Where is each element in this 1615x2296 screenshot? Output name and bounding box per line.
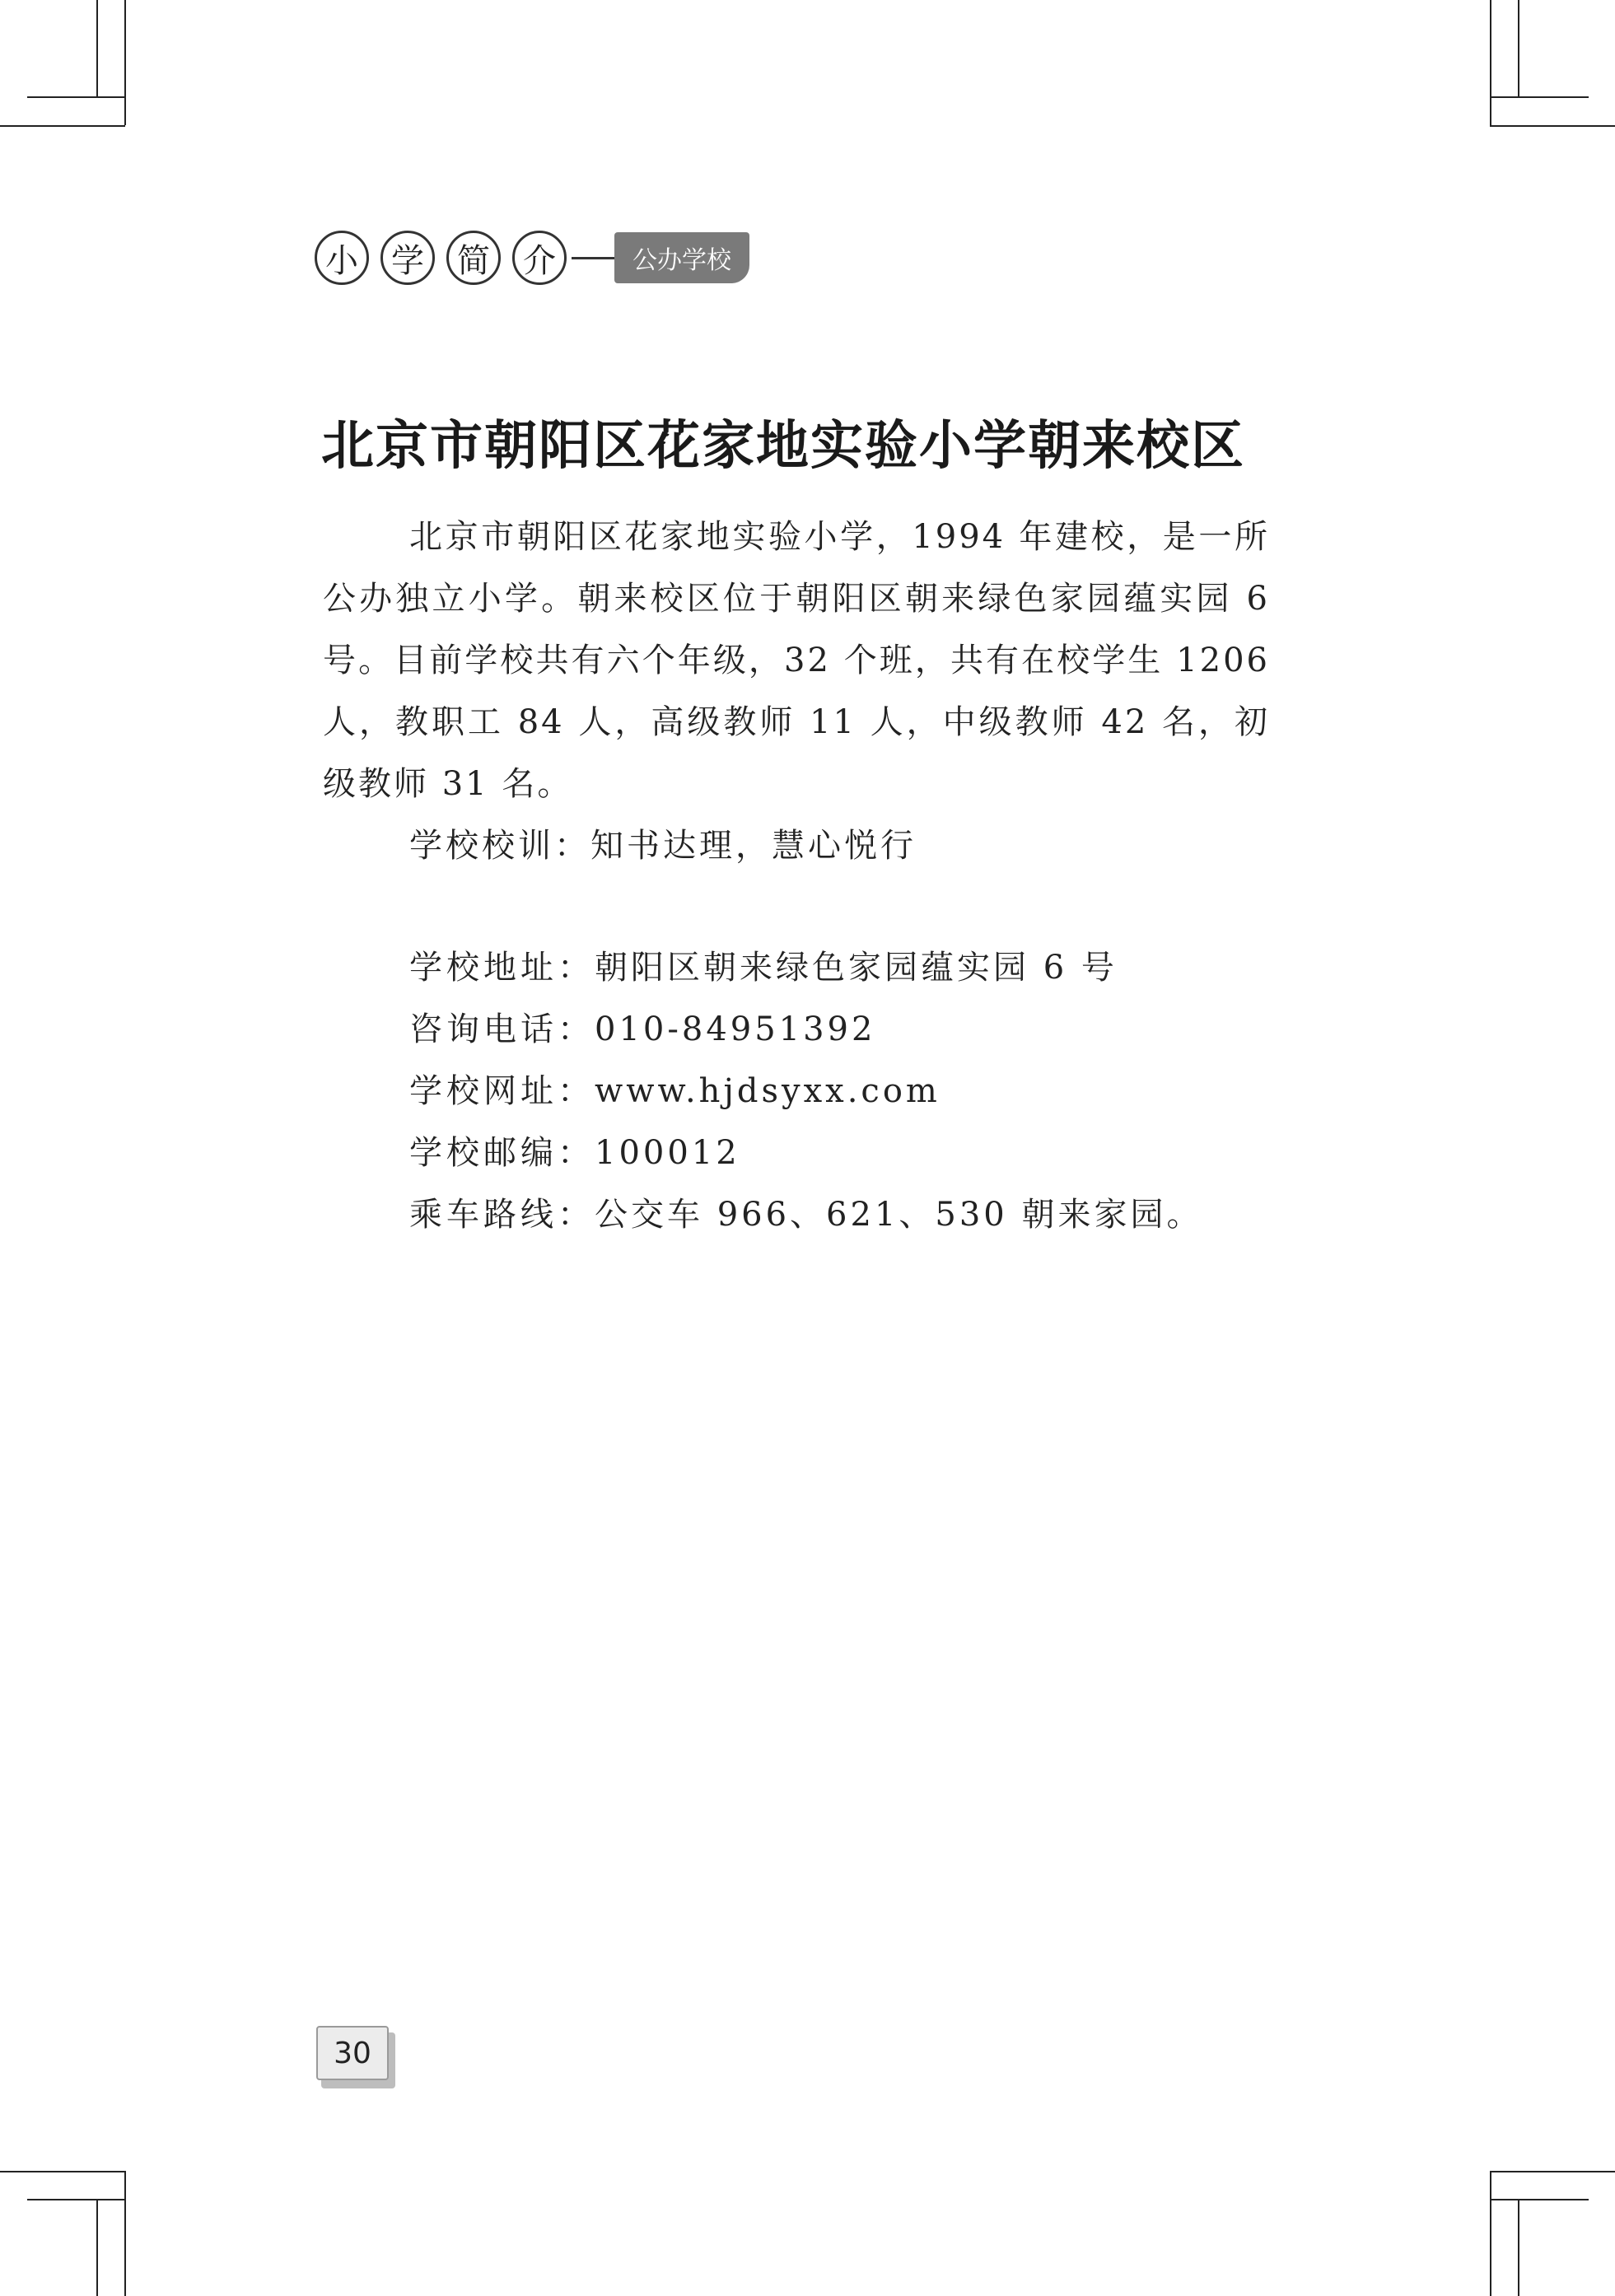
info-row-website [409, 1061, 1202, 1122]
crop-mark [124, 2171, 126, 2296]
crop-mark [1490, 0, 1491, 125]
info-value: 010-84951392 [595, 1010, 876, 1048]
crop-mark [96, 2199, 98, 2296]
crop-mark [1490, 2199, 1589, 2200]
crop-mark [96, 0, 98, 98]
page-number: 30 [316, 2026, 389, 2080]
crop-mark [27, 96, 125, 98]
crop-mark [1490, 125, 1615, 127]
crop-mark [1518, 0, 1519, 98]
school-title: 北京市朝阳区花家地实验小学朝来校区 [321, 416, 1245, 477]
school-intro [323, 506, 1270, 815]
header-connector-line [572, 257, 614, 259]
info-value: 朝阳区朝来绿色家园蕴实园 6 号 [595, 949, 1118, 987]
crop-mark [1490, 2171, 1491, 2296]
crop-mark [1518, 2199, 1519, 2296]
info-label: 咨询电话： [409, 1010, 595, 1048]
info-label: 学校地址： [409, 949, 595, 987]
info-row-bus-route [409, 1184, 1202, 1246]
header-circle-char: 介 [512, 231, 567, 285]
header-circle-char: 简 [446, 231, 501, 285]
page-number-badge [316, 2026, 395, 2088]
info-value: 100012 [595, 1134, 740, 1172]
crop-mark [1490, 2171, 1615, 2172]
crop-mark [0, 125, 125, 127]
info-label: 学校网址： [409, 1072, 595, 1110]
crop-mark [27, 2199, 125, 2200]
info-label: 乘车路线： [409, 1196, 595, 1234]
info-value: 公交车 966、621、530 朝来家园。 [595, 1196, 1203, 1234]
section-header [315, 231, 749, 285]
category-tag: 公办学校 [614, 232, 749, 283]
info-row-postcode [409, 1122, 1202, 1184]
info-value: www.hjdsyxx.com [595, 1072, 941, 1110]
school-info-list [409, 937, 1202, 1246]
crop-mark [124, 0, 126, 125]
crop-mark [0, 2171, 125, 2172]
school-motto: 学校校训：知书达理，慧心悦行 [409, 827, 917, 865]
intro-paragraph: 北京市朝阳区花家地实验小学，1994 年建校，是一所公办独立小学。朝来校区位于朝阳区朝来绿色家园蕴实园 6 号。目前学校共有六个年级，32 个班，共有在校学生 1206 人，教职工 84 人，高级教师 11 人，中级教师 42 名，初级教师 31 名。 [323, 518, 1270, 803]
info-label: 学校邮编： [409, 1134, 595, 1172]
info-row-address [409, 937, 1202, 999]
info-row-phone [409, 999, 1202, 1061]
header-circle-char: 小 [315, 231, 369, 285]
crop-mark [1490, 96, 1589, 98]
header-circle-char: 学 [380, 231, 435, 285]
